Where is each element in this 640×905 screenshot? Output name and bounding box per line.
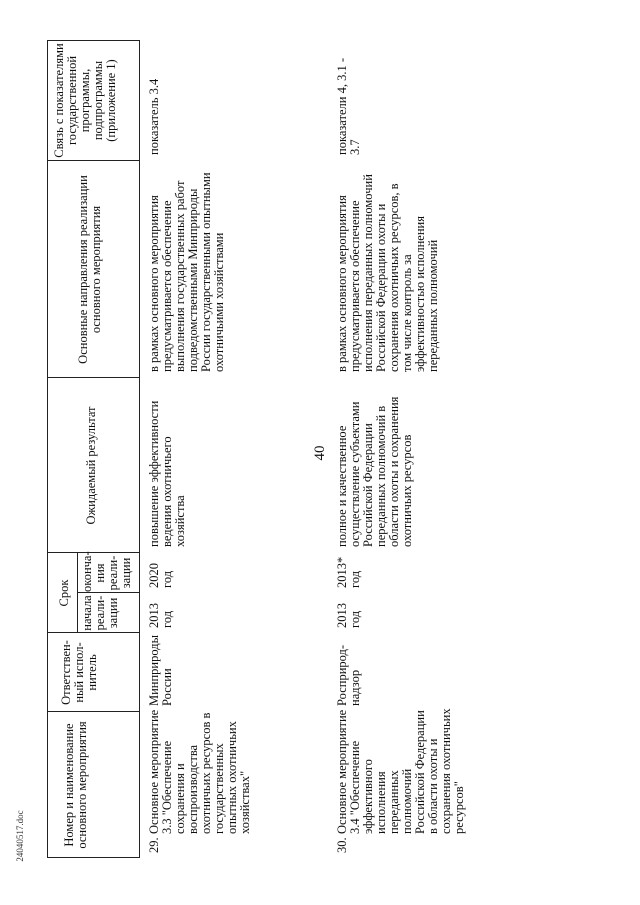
row-29-end: 2020 год <box>147 563 174 588</box>
header-executor: Ответствен-ный испол-нитель <box>59 640 99 705</box>
header-term-start: начала реали-зации <box>80 595 120 631</box>
row-30-link: показатели 4, 3.1 - 3.7 <box>335 57 362 155</box>
row-30-end: 2013* год <box>335 556 362 588</box>
row-29-name: Основное мероприятие 3.3 "Обеспечение сохранения и воспроизводства охотничьих ресурсов в государственных опытных охотничьих хозяйствах" <box>147 709 252 834</box>
row-29-result: повышение эффективности ведения охотничьего хозяйства <box>147 400 187 547</box>
row-29-num: 29. <box>147 837 161 853</box>
measures-table <box>47 40 587 858</box>
header-num-name: Номер и наименование основного мероприятия <box>62 721 89 849</box>
header-result: Ожидаемый результат <box>84 406 98 525</box>
row-29-directions: в рамках основного мероприятия предусматривается обеспечение выполнения государственных работ подведомственными Минприроды России государственными опытными охотничьими хозяйствами <box>147 172 226 372</box>
table-border-top <box>47 40 48 858</box>
page-number: 40 <box>312 445 328 461</box>
row-30-num: 30. <box>335 837 349 853</box>
row-30-start: 2013 год <box>335 603 362 628</box>
row-30-name: Основное мероприятие 3.4 "Обеспечение эффективного исполнения переданных полномочий Российской Федерации в области охоты и сохранения охотничьих ресурсов" <box>335 708 466 834</box>
row-29-link: показатель 3.4 <box>147 78 161 155</box>
row-30-directions: в рамках основного мероприятия предусматривается обеспечение исполнения переданных полномочий Российской Федерации охоты и сохранения охотничьих ресурсов, в том числе контроль за эффективностью исполнения переданных полномочий <box>335 174 440 372</box>
header-term: Срок <box>57 579 71 607</box>
header-link: Связь с показателями государственной программы, подпрограммы (приложение 1) <box>52 43 118 158</box>
row-30-result: полное и качественное осуществление субъектами Российской Федерации переданных полномочий в области охоты и сохранения охотничьих ресурсов <box>335 396 414 547</box>
header-bottom-line <box>139 40 140 858</box>
row-29-executor: Минприроды России <box>147 634 174 706</box>
term-divider-h <box>77 553 78 633</box>
header-term-end: оконча-ния реали-зации <box>80 551 133 592</box>
footer-filename: 24040517.doc <box>15 810 25 862</box>
header-directions: Основные направления реализации основного мероприятия <box>76 175 103 364</box>
row-29-start: 2013 год <box>147 603 174 628</box>
row-30-executor: Росприрод-надзор <box>335 644 362 706</box>
